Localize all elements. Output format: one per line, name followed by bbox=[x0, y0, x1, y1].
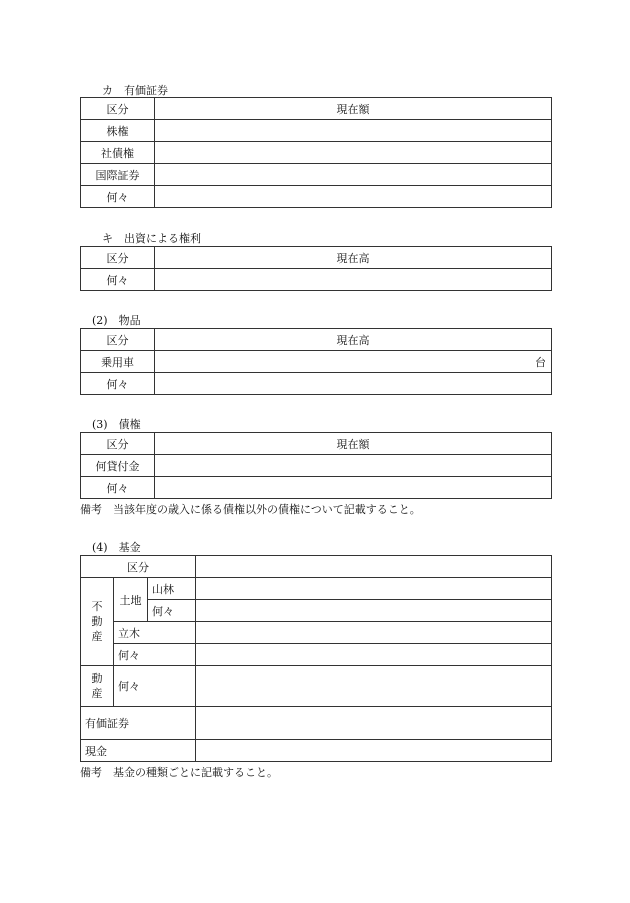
section-title-securities: カ 有価証券 bbox=[102, 84, 168, 97]
table-row bbox=[81, 186, 552, 208]
cash-label: 現金 bbox=[81, 740, 196, 762]
row-label: 株権 bbox=[81, 120, 155, 142]
value-cell[interactable] bbox=[196, 578, 552, 600]
value-cell[interactable] bbox=[196, 644, 552, 666]
standing-timber-label: 立木 bbox=[114, 622, 196, 644]
table-header-row bbox=[81, 98, 552, 120]
header-category: 区分 bbox=[81, 247, 155, 269]
table-row bbox=[81, 164, 552, 186]
row-label: 何々 bbox=[114, 666, 196, 707]
value-cell[interactable] bbox=[155, 186, 552, 208]
row-label: 何々 bbox=[81, 373, 155, 395]
row-label: 何々 bbox=[114, 644, 196, 666]
table-row bbox=[81, 666, 552, 707]
table-row bbox=[81, 142, 552, 164]
table-row bbox=[81, 269, 552, 291]
header-category: 区分 bbox=[81, 556, 196, 578]
row-label: 何々 bbox=[81, 269, 155, 291]
header-current-holdings: 現在高 bbox=[155, 329, 552, 351]
securities-table bbox=[80, 97, 552, 208]
value-cell[interactable] bbox=[196, 622, 552, 644]
value-cell[interactable] bbox=[196, 666, 552, 707]
section-title-investment-rights: キ 出資による権利 bbox=[102, 232, 201, 245]
movable-property-text: 動 産 bbox=[91, 672, 103, 700]
table-row bbox=[81, 373, 552, 395]
value-cell[interactable] bbox=[155, 142, 552, 164]
claims-note: 備考 当該年度の歳入に係る債権以外の債権について記載すること。 bbox=[80, 503, 421, 516]
table-row bbox=[81, 644, 552, 666]
table-row bbox=[81, 120, 552, 142]
value-cell[interactable] bbox=[196, 600, 552, 622]
header-category: 区分 bbox=[81, 98, 155, 120]
movable-property-label bbox=[81, 666, 114, 707]
section-title-goods: (2) 物品 bbox=[92, 314, 141, 327]
row-label: 国際証券 bbox=[81, 164, 155, 186]
table-row bbox=[81, 578, 552, 600]
header-current-amount: 現在額 bbox=[155, 98, 552, 120]
row-label: 何貸付金 bbox=[81, 455, 155, 477]
unit-label: 台 bbox=[535, 355, 546, 369]
table-header-row bbox=[81, 247, 552, 269]
claims-table bbox=[80, 432, 552, 499]
section-title-claims: (3) 債権 bbox=[92, 418, 141, 431]
investment-rights-table bbox=[80, 246, 552, 291]
funds-note: 備考 基金の種類ごとに記載すること。 bbox=[80, 766, 278, 779]
value-cell[interactable] bbox=[155, 455, 552, 477]
value-cell[interactable] bbox=[196, 707, 552, 740]
row-label: 乗用車 bbox=[81, 351, 155, 373]
value-cell[interactable] bbox=[155, 373, 552, 395]
goods-table bbox=[80, 328, 552, 395]
header-current-holdings: 現在高 bbox=[155, 247, 552, 269]
real-estate-text: 不 動 産 bbox=[91, 600, 103, 643]
table-row bbox=[81, 477, 552, 499]
value-cell[interactable] bbox=[155, 120, 552, 142]
row-label: 何々 bbox=[148, 600, 196, 622]
real-estate-label bbox=[81, 578, 114, 666]
row-label: 何々 bbox=[81, 477, 155, 499]
table-row bbox=[81, 707, 552, 740]
header-category: 区分 bbox=[81, 433, 155, 455]
forest-label: 山林 bbox=[148, 578, 196, 600]
securities-label: 有価証券 bbox=[81, 707, 196, 740]
row-label: 何々 bbox=[81, 186, 155, 208]
table-header-row bbox=[81, 556, 552, 578]
table-row bbox=[81, 740, 552, 762]
table-row bbox=[81, 351, 552, 373]
header-category: 区分 bbox=[81, 329, 155, 351]
section-title-funds: (4) 基金 bbox=[92, 541, 141, 554]
value-cell[interactable] bbox=[155, 164, 552, 186]
land-label: 土地 bbox=[114, 578, 148, 622]
row-label: 社債権 bbox=[81, 142, 155, 164]
funds-table bbox=[80, 555, 552, 762]
value-cell-with-unit[interactable] bbox=[155, 351, 552, 373]
value-cell[interactable] bbox=[196, 556, 552, 578]
value-cell[interactable] bbox=[155, 269, 552, 291]
table-row bbox=[81, 600, 552, 622]
header-current-amount: 現在額 bbox=[155, 433, 552, 455]
table-row bbox=[81, 455, 552, 477]
table-header-row bbox=[81, 433, 552, 455]
value-cell[interactable] bbox=[155, 477, 552, 499]
table-header-row bbox=[81, 329, 552, 351]
value-cell[interactable] bbox=[196, 740, 552, 762]
table-row bbox=[81, 622, 552, 644]
